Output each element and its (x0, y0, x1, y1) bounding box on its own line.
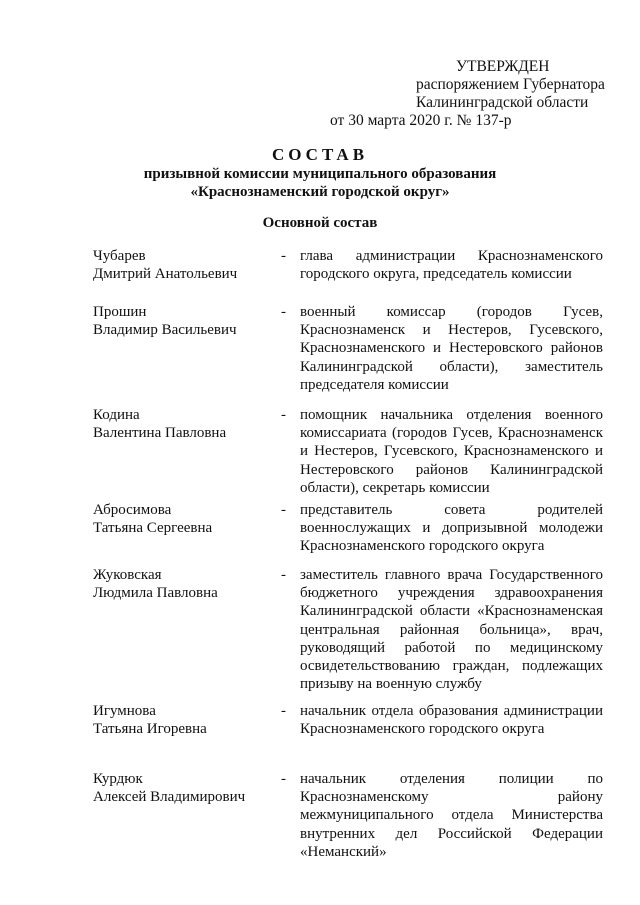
approval-date-number: от 30 марта 2020 г. № 137-р (330, 112, 512, 129)
members-list (93, 247, 603, 870)
section-heading: Основной состав (262, 215, 378, 231)
member-role: военный комиссар (городов Гусев, Краснознаменск и Нестеров, Гусевского, Краснознаменского и Нестеровского районов Калининградской области), заместитель председателя комиссии (300, 304, 603, 393)
member-name (93, 770, 273, 806)
member-given-name: Татьяна Игоревна (93, 721, 207, 738)
approval-line-region: Калининградской области (416, 94, 589, 111)
member-role: заместитель главного врача Государственного бюджетного учреждения здравоохранения Калининградской области «Краснознаменская центральная районная больница», врач, руководящий работой по медицинскому освидетельствованию граждан, подлежащих призыву на военную службу (300, 567, 603, 693)
member-entry (93, 770, 603, 870)
member-name (93, 702, 273, 738)
document-title: СОСТАВ (271, 145, 369, 164)
member-dash: - (281, 703, 286, 719)
subtitle-line-1: призывной комиссии муниципального образования (143, 166, 497, 182)
member-entry (93, 303, 603, 406)
member-given-name: Владимир Васильевич (93, 322, 237, 339)
member-entry (93, 702, 603, 770)
member-dash: - (281, 407, 286, 423)
member-given-name: Дмитрий Анатольевич (93, 266, 238, 283)
member-surname: Кодина (93, 407, 140, 423)
member-surname: Игумнова (93, 703, 156, 719)
member-entry (93, 501, 603, 566)
member-name (93, 247, 273, 283)
member-dash: - (281, 771, 286, 787)
subtitle-line-2: «Краснознаменский городской округ» (190, 184, 450, 200)
member-surname: Абросимова (93, 502, 172, 518)
member-dash: - (281, 502, 286, 518)
member-entry (93, 566, 603, 702)
member-entry (93, 247, 603, 303)
member-role: представитель совета родителей военнослужащих и допризывной молодежи Краснознаменского городского округа (300, 502, 603, 555)
member-dash: - (281, 304, 286, 320)
document-subtitle (0, 165, 640, 201)
member-name (93, 566, 273, 602)
member-surname: Курдюк (93, 771, 143, 787)
member-surname: Жуковская (93, 567, 162, 583)
member-given-name: Алексей Владимирович (93, 789, 246, 806)
approval-line-governor: распоряжением Губернатора (416, 76, 605, 93)
member-role: помощник начальника отделения военного комиссариата (городов Гусев, Краснознаменск и Нестеров, Гусевского, Краснознаменского и Нестеровского районов Калининградской области), секретарь комиссии (300, 407, 603, 496)
member-role: начальник отдела образования администрации Краснознаменского городского округа (300, 703, 603, 738)
member-surname: Чубарев (93, 248, 146, 264)
member-role: начальник отделения полиции по Краснознаменскому району межмуниципального отдела Министерства внутренних дел Российской Федерации «Неманский» (300, 771, 603, 860)
member-given-name: Людмила Павловна (93, 585, 218, 602)
member-name (93, 501, 273, 537)
approval-block (330, 58, 620, 130)
member-entry (93, 406, 603, 501)
member-surname: Прошин (93, 304, 147, 320)
approval-title: УТВЕРЖДЕН (456, 58, 550, 75)
member-dash: - (281, 567, 286, 583)
member-given-name: Валентина Павловна (93, 425, 227, 442)
member-name (93, 303, 273, 339)
member-name (93, 406, 273, 442)
member-given-name: Татьяна Сергеевна (93, 520, 213, 537)
member-dash: - (281, 248, 286, 264)
member-role: глава администрации Краснознаменского городского округа, председатель комиссии (300, 248, 603, 283)
